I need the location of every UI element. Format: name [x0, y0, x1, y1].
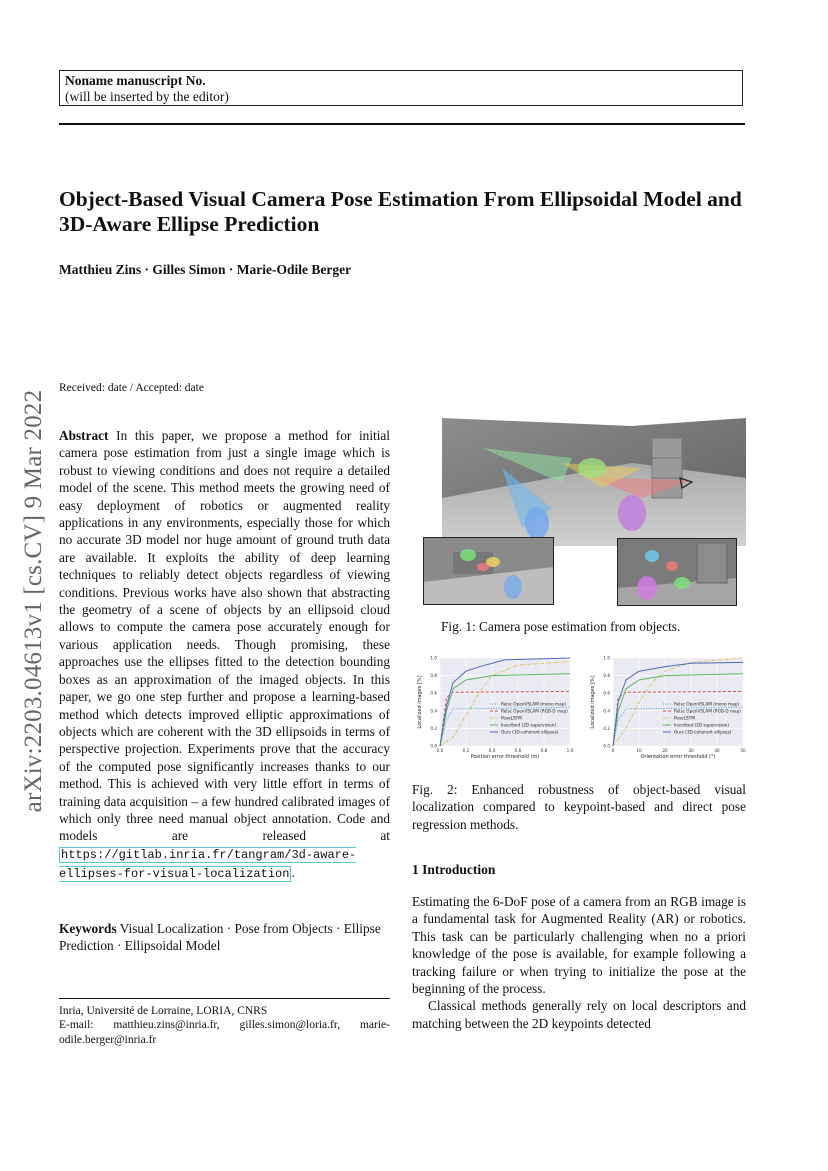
x-tick-label: 0.6	[514, 748, 522, 753]
affiliation	[59, 1004, 390, 1047]
manuscript-box	[59, 70, 743, 106]
x-tick-label: 0.4	[488, 748, 496, 753]
y-tick-label: 0.4	[603, 708, 610, 714]
x-tick-label: 50	[740, 748, 746, 753]
figure2-position-plot	[413, 650, 577, 766]
x-tick-label: 20	[662, 748, 668, 753]
paper-authors: Matthieu Zins · Gilles Simon · Marie-Odile Berger	[59, 262, 352, 277]
y-axis-label: Localized images [%]	[590, 675, 596, 729]
x-tick-label: 0.0	[436, 748, 444, 753]
manuscript-note: (will be inserted by the editor)	[65, 89, 229, 104]
x-tick-label: 10	[636, 748, 642, 753]
intro-paragraph-2: Classical methods generally rely on local descriptors and matching between the 2D keypoints detected	[412, 998, 746, 1031]
y-tick-label: 0.6	[603, 690, 610, 696]
figure2-orientation-plot	[586, 650, 750, 766]
legend-entry: PoseLSTM	[501, 715, 522, 721]
figure1-view-a	[423, 537, 554, 605]
introduction-text	[412, 893, 746, 1032]
x-tick-label: 40	[714, 748, 720, 753]
y-tick-label: 0.8	[430, 673, 437, 679]
manuscript-title: Noname manuscript No.	[65, 73, 206, 88]
section-heading: 1 Introduction	[412, 862, 496, 877]
y-tick-label: 0.6	[430, 690, 437, 696]
code-link[interactable]: https://gitlab.inria.fr/tangram/3d-aware-ellipses-for-visual-localization	[59, 847, 357, 882]
keywords	[59, 920, 390, 955]
y-tick-label: 1.0	[603, 655, 610, 661]
x-tick-label: 0.8	[540, 748, 548, 753]
abstract-label: Abstract	[59, 428, 109, 443]
y-tick-label: 0.0	[430, 743, 437, 749]
y-tick-label: 0.8	[603, 673, 610, 679]
abstract	[59, 427, 390, 884]
figure1-main-image	[442, 418, 746, 546]
legend-entry: Inscribed (2D supervision)	[501, 722, 556, 728]
footnote-rule	[59, 998, 390, 999]
legend-entry: Relsc OpenVSLAM (mono map)	[501, 701, 566, 707]
legend-entry: Inscribed (2D supervision)	[674, 722, 729, 728]
x-tick-label: 1.0	[566, 748, 574, 753]
y-tick-label: 0.0	[603, 743, 610, 749]
y-tick-label: 0.2	[603, 725, 610, 731]
y-tick-label: 0.4	[430, 708, 437, 714]
y-axis-label: Localized images [%]	[417, 675, 423, 729]
affiliation-line: Inria, Université de Lorraine, LORIA, CNRS	[59, 1005, 268, 1017]
email-line: E-mail: matthieu.zins@inria.fr, gilles.simon@loria.fr, marie-odile.berger@inria.fr	[59, 1019, 390, 1046]
figure1-view-b	[617, 538, 737, 606]
x-axis-label: Orientation error threshold (°)	[640, 754, 716, 760]
x-tick-label: 0.2	[462, 748, 470, 753]
keywords-label: Keywords	[59, 921, 117, 936]
x-axis-label: Position error threshold (m)	[470, 754, 540, 760]
y-tick-label: 1.0	[430, 655, 437, 661]
legend-entry: PoseLSTM	[674, 715, 695, 721]
legend-entry: Ours (3D-coherent ellipses)	[501, 729, 559, 735]
arxiv-stamp: arXiv:2203.04613v1 [cs.CV] 9 Mar 2022	[20, 389, 47, 813]
y-tick-label: 0.2	[430, 725, 437, 731]
x-tick-label: 30	[688, 748, 694, 753]
figure2-caption: Fig. 2: Enhanced robustness of object-based visual localization compared to keypoint-based and direct pose regression methods.	[412, 782, 746, 832]
keywords-text: Visual Localization · Pose from Objects · Ellipse Prediction · Ellipsoidal Model	[59, 921, 381, 954]
legend-entry: Ours (3D-coherent ellipses)	[674, 729, 732, 735]
header-rule	[59, 123, 745, 125]
intro-paragraph-1: Estimating the 6-DoF pose of a camera from an RGB image is a fundamental task for Augmented Reality (AR) or robotics. This task can be particularly challenging when no a priori knowledge of the pose is available, for example following a tracking failure or when trying to initialize the pose at the beginning of the process.	[412, 894, 746, 997]
legend-entry: Relsc OpenVSLAM (mono map)	[674, 701, 739, 707]
paper-title: Object-Based Visual Camera Pose Estimation From Ellipsoidal Model and 3D-Aware Ellipse Prediction	[59, 187, 742, 236]
legend-entry: Relsc OpenVSLAM (RGB-D map)	[501, 708, 568, 714]
abstract-end: .	[291, 865, 295, 881]
received-date: Received: date / Accepted: date	[59, 382, 204, 394]
abstract-text: In this paper, we propose a method for initial camera pose estimation from just a single image which is robust to viewing conditions and does not require a detailed model of the scene. This method meets the growing need of easy deployment of robotics or augmented reality applications in any environments, especially those for which no accurate 3D model nor huge amount of ground truth data are available. It exploits the ability of deep learning techniques to reliably detect objects regardless of viewing conditions. Previous works have also shown that abstracting the geometry of a scene of objects by an ellipsoid cloud allows to compute the camera pose accurately enough for various application needs. Though promising, these approaches use the ellipses fitted to the detection bounding boxes as an approximation of the imaged objects. In this paper, we go one step further and propose a learning-based method which detects improved elliptic approximations of objects which are coherent with the 3D ellipsoids in terms of perspective projection. Experiments prove that the accuracy of the computed pose significantly increases thanks to our method. This is achieved with very little effort in terms of training data acquisition – a few hundred calibrated images of which only three need manual object annotation. Code and models are released at	[59, 428, 390, 844]
figure1-caption: Fig. 1: Camera pose estimation from objects.	[441, 619, 681, 634]
legend-entry: Relsc OpenVSLAM (RGB-D map)	[674, 708, 741, 714]
x-tick-label: 0	[611, 748, 615, 753]
